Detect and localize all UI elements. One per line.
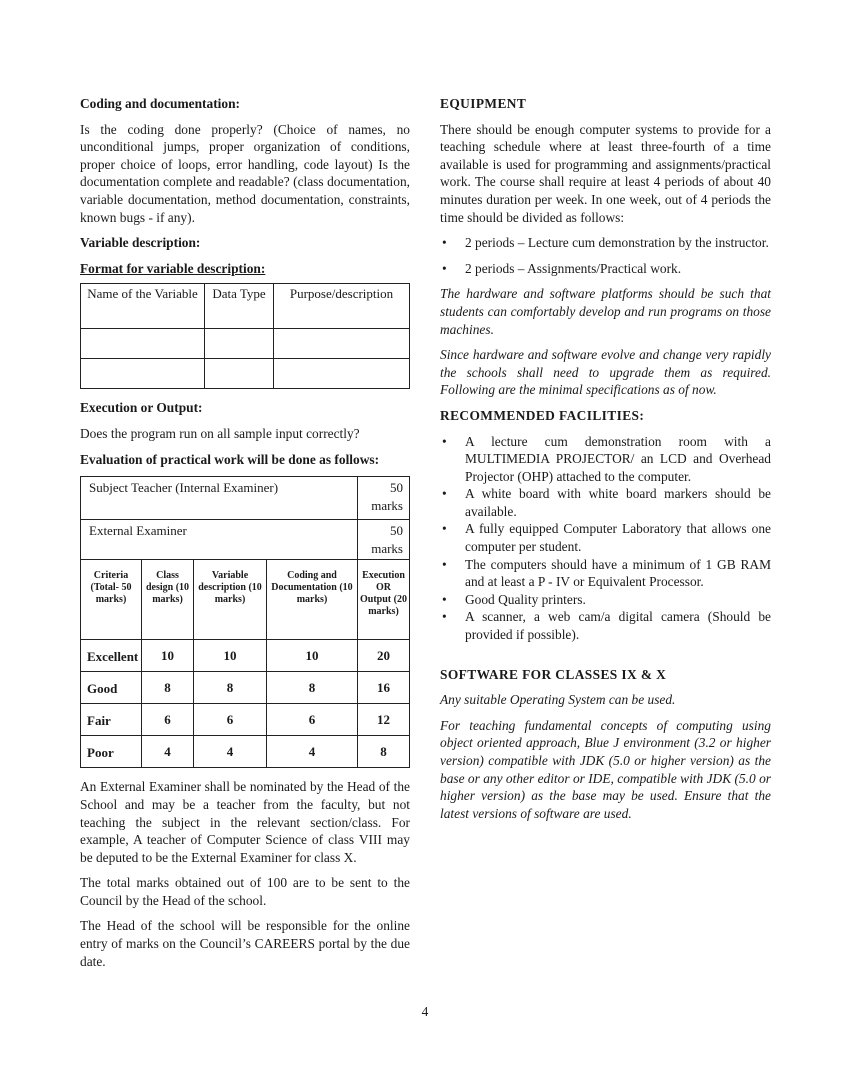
var-col-type: Data Type	[205, 284, 274, 329]
table-row	[81, 560, 410, 640]
list-item: • 2 periods – Lecture cum demonstration by the instructor.	[440, 234, 771, 252]
coding-heading: Coding and documentation:	[80, 96, 240, 111]
row-label: Good	[81, 672, 142, 704]
list-item: • 2 periods – Assignments/Practical work.	[440, 260, 771, 278]
cell-value: 8	[267, 672, 358, 704]
hardware-note-2: Since hardware and software evolve and change very rapidly the schools shall need to upgrade them as required. Following are the minimal specifications as of now.	[440, 347, 771, 398]
table-row	[81, 520, 410, 560]
cell-value: 4	[194, 736, 267, 768]
facilities-heading: RECOMMENDED FACILITIES:	[440, 407, 645, 423]
list-item: • The computers should have a minimum of 1 GB RAM and at least a P - IV or Equivalent Processor.	[440, 556, 771, 591]
criteria-header: Criteria (Total- 50 marks)	[81, 560, 142, 640]
list-item: • Good Quality printers.	[440, 591, 771, 609]
cell-value: 10	[194, 640, 267, 672]
internal-examiner-label: Subject Teacher (Internal Examiner)	[81, 477, 358, 520]
cell-value: 10	[142, 640, 194, 672]
row-label: Poor	[81, 736, 142, 768]
table-row	[81, 672, 410, 704]
equipment-text: There should be enough computer systems to provide for a teaching schedule where at least three-fourth of a time available is used for programming and assignments/practical work. The course shall require at least 4 periods of about 40 minutes duration per week. In one week, out of 4 periods the time should be divided as follows:	[440, 121, 771, 225]
table-row	[81, 640, 410, 672]
execution-output-header: Execution OR Output (20 marks)	[358, 560, 410, 640]
external-examiner-text: An External Examiner shall be nominated by the Head of the School and may be a teacher from the faculty, but not teaching the subject in the relevant section/class. For example, A teacher of Computer Science of class VIII may be deputed to be the External Examiner for class X.	[80, 779, 410, 865]
cell-value: 6	[142, 704, 194, 736]
list-item: • A fully equipped Computer Laboratory that allows one computer per student.	[440, 520, 771, 555]
cell-value: 8	[142, 672, 194, 704]
row-label: Fair	[81, 704, 142, 736]
cell-value: 20	[358, 640, 410, 672]
row-label: Excellent	[81, 640, 142, 672]
class-design-header: Class design (10 marks)	[142, 560, 194, 640]
software-note-2: For teaching fundamental concepts of computing using object oriented approach, Blue J environment (3.2 or higher version) compatible with JDK (5.0 or higher version) as the base or any other editor or IDE, compatible with JDK (5.0 or higher version) as the base may be used. Ensure that the latest versions of software are used.	[440, 717, 771, 821]
periods-list	[440, 234, 771, 277]
table-row	[81, 477, 410, 520]
cell-value: 8	[358, 736, 410, 768]
total-marks-text: The total marks obtained out of 100 are to be sent to the Council by the Head of the school.	[80, 875, 410, 908]
software-note-1: Any suitable Operating System can be used.	[440, 692, 676, 708]
external-examiner-marks: 50 marks	[358, 520, 410, 560]
table-row	[81, 736, 410, 768]
list-item: • A white board with white board markers should be available.	[440, 485, 771, 520]
var-col-purpose: Purpose/description	[274, 284, 410, 329]
variable-heading: Variable description:	[80, 235, 201, 251]
external-examiner-label: External Examiner	[81, 520, 358, 560]
var-col-name: Name of the Variable	[81, 284, 205, 329]
table-row	[81, 359, 410, 389]
variable-table	[80, 283, 410, 389]
cell-value: 12	[358, 704, 410, 736]
execution-text: Does the program run on all sample input correctly?	[80, 425, 360, 441]
internal-examiner-marks: 50 marks	[358, 477, 410, 520]
evaluation-heading: Evaluation of practical work will be done as follows:	[80, 451, 380, 467]
cell-value: 8	[194, 672, 267, 704]
format-heading: Format for variable description:	[80, 260, 266, 276]
cell-value: 6	[194, 704, 267, 736]
list-item: • A scanner, a web cam/a digital camera (Should be provided if possible).	[440, 608, 771, 643]
table-row	[81, 704, 410, 736]
coding-text: Is the coding done properly? (Choice of names, no unconditional jumps, proper organization of conditions, proper choice of loops, error handling, code layout) Is the documentation complete and readable? (class documentation, variable documentation, method documentation, constraints, known bugs - if any).	[80, 121, 410, 225]
coding-documentation-header: Coding and Documentation (10 marks)	[267, 560, 358, 640]
cell-value: 10	[267, 640, 358, 672]
facilities-list	[440, 433, 771, 644]
left-column	[80, 95, 410, 978]
hardware-note-1: The hardware and software platforms should be such that students can comfortably develop and run programs on those machines.	[440, 286, 771, 337]
cell-value: 16	[358, 672, 410, 704]
variable-description-header: Variable description (10 marks)	[194, 560, 267, 640]
cell-value: 6	[267, 704, 358, 736]
page-number: 4	[421, 1004, 429, 1019]
table-row	[81, 329, 410, 359]
right-column	[440, 95, 771, 830]
execution-heading: Execution or Output:	[80, 400, 203, 416]
cell-value: 4	[142, 736, 194, 768]
head-of-school-text: The Head of the school will be responsible for the online entry of marks on the Council’s CAREERS portal by the due date.	[80, 918, 410, 969]
software-heading: SOFTWARE FOR CLASSES IX & X	[440, 666, 667, 682]
cell-value: 4	[267, 736, 358, 768]
equipment-heading: EQUIPMENT	[440, 96, 527, 111]
list-item: • A lecture cum demonstration room with a MULTIMEDIA PROJECTOR/ an LCD and Overhead Projector (OHP) attached to the computer.	[440, 433, 771, 486]
evaluation-table	[80, 476, 410, 768]
